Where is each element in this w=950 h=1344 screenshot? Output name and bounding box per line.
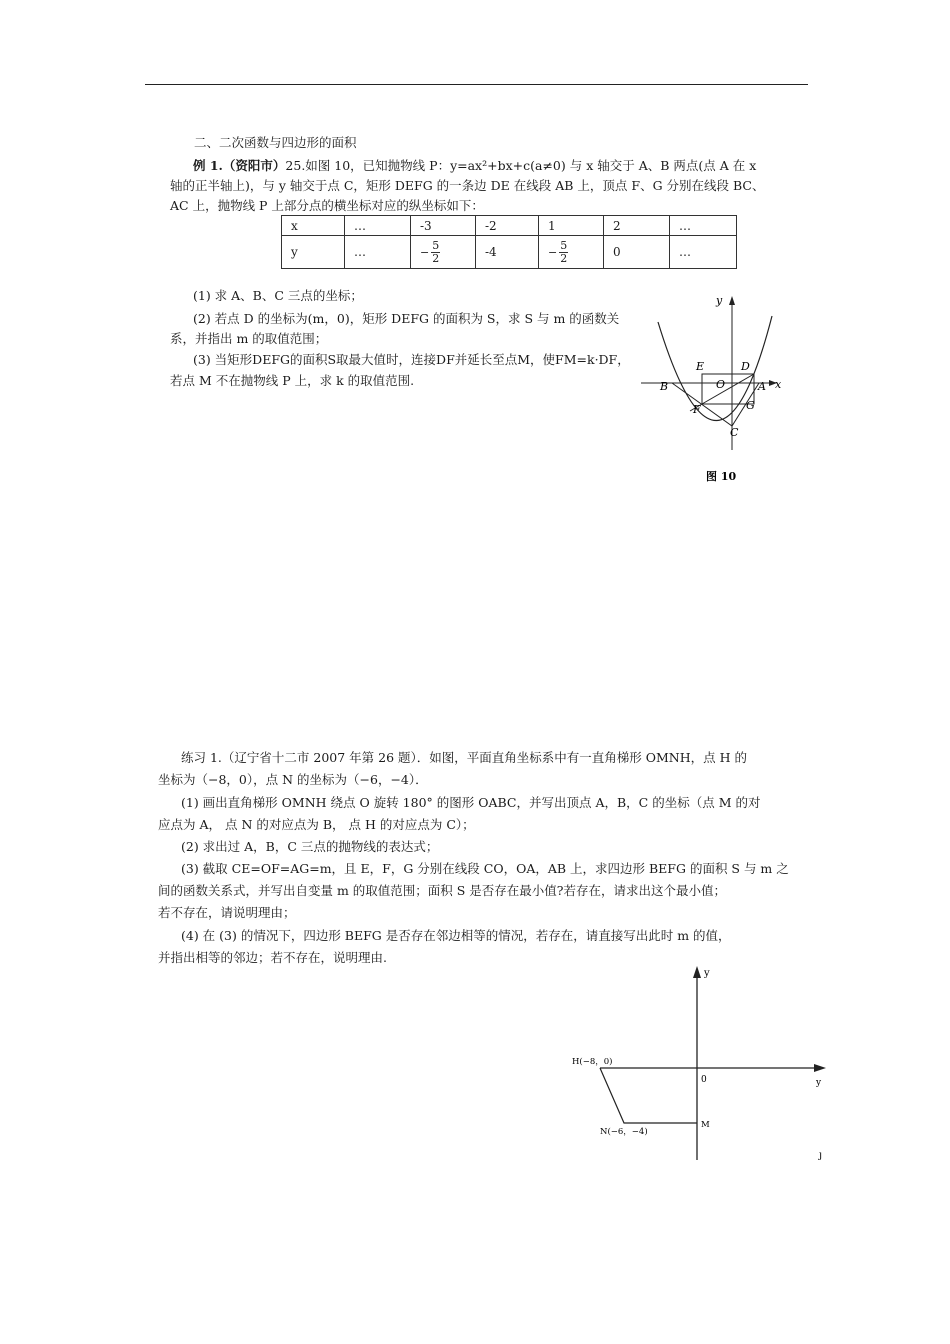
example1-source: （资阳市） <box>222 158 286 173</box>
exercise1-q4a: (4) 在 (3) 的情况下，四边形 BEFG 是否存在邻边相等的情况，若存在，请直接写出此时 m 的值， <box>181 928 731 943</box>
exercise1-q1b: 应点为 A， 点 N 的对应点为 B， 点 H 的对应点为 C）； <box>158 817 475 832</box>
table-cell: … <box>670 216 737 236</box>
example1-line2: 轴的正半轴上)，与 y 轴交于点 C，矩形 DEFG 的一条边 DE 在线段 AB 上，顶点 F、G 分别在线段 BC、 <box>170 178 765 193</box>
table-cell: 1 <box>539 216 604 236</box>
example1-q2b: 系，并指出 m 的取值范围； <box>170 331 328 346</box>
figure-10 <box>636 290 786 490</box>
y-label: y <box>704 968 710 979</box>
exercise1-q2: (2) 求出过 A，B，C 三点的抛物线的表达式； <box>181 839 439 854</box>
y-axis-arrow <box>693 966 701 978</box>
trapezoid-omnh <box>600 1068 697 1123</box>
table-cell: x <box>282 216 345 236</box>
exercise1-line2: 坐标为（−8，0），点 N 的坐标为（−6，−4）． <box>158 772 428 787</box>
figure-caption: 图 10 <box>706 470 737 483</box>
label-c: C <box>730 426 739 439</box>
table-cell: … <box>345 216 411 236</box>
m-label: M <box>701 1120 710 1130</box>
label-d: D <box>741 360 750 373</box>
table-cell: -3 <box>411 216 476 236</box>
neg-sign: − <box>548 245 558 259</box>
table-cell <box>539 236 604 269</box>
table-cell: … <box>670 236 737 269</box>
table-cell: … <box>345 236 411 269</box>
label-g: G <box>746 399 755 412</box>
label-b: B <box>660 380 669 393</box>
y-axis-arrow <box>729 296 735 305</box>
neg-sign: − <box>420 245 430 259</box>
exercise1-q1a: (1) 画出直角梯形 OMNH 绕点 O 旋转 180° 的图形 OABC，并写出顶点 A，B，C 的坐标（点 M 的对 <box>181 795 761 810</box>
header-rule <box>145 84 808 85</box>
example1-text1: 25.如图 10，已知抛物线 P：y=ax²+bx+c(a≠0) 与 x 轴交于 A、B 两点(点 A 在 x <box>285 158 757 173</box>
exercise1-q3c: 若不存在，请说明理由； <box>158 905 296 920</box>
frac-den: 2 <box>560 251 568 265</box>
label-f: F <box>693 403 701 416</box>
section-title: 二、二次函数与四边形的面积 <box>194 135 357 150</box>
table-cell: 0 <box>604 236 670 269</box>
x-axis-arrow <box>814 1064 826 1072</box>
origin-label: 0 <box>701 1075 707 1085</box>
example1-q3a: (3) 当矩形DEFG的面积S取最大值时，连接DF并延长至点M，使FM=k·DF， <box>193 352 630 367</box>
table-cell <box>411 236 476 269</box>
parabola-curve <box>658 316 772 421</box>
exercise-figure <box>570 962 840 1167</box>
table-cell: -2 <box>476 216 539 236</box>
table-cell: -4 <box>476 236 539 269</box>
n-label: N(−6，−4) <box>600 1127 648 1137</box>
frac-den: 2 <box>432 251 440 265</box>
example1-line3: AC 上，抛物线 P 上部分点的横坐标对应的纵坐标如下： <box>170 198 484 213</box>
label-a: A <box>758 380 766 393</box>
corner-mark: ȷ <box>819 1150 823 1161</box>
example1-line1 <box>193 157 756 174</box>
exercise1-line1: 练习 1.（辽宁省十二市 2007 年第 26 题）．如图，平面直角坐标系中有一直角梯形 OMNH，点 H 的 <box>181 750 747 765</box>
exercise1-q4b: 并指出相等的邻边；若不存在，说明理由. <box>158 950 387 965</box>
h-label: H(−8，0) <box>572 1057 613 1067</box>
frac-num: 5 <box>560 238 568 252</box>
frac-num: 5 <box>432 238 440 252</box>
x-label: y <box>816 1078 822 1088</box>
exercise1-q3b: 间的函数关系式，并写出自变量 m 的取值范围；面积 S 是否存在最小值?若存在，请求出这个最小值； <box>158 883 727 898</box>
label-e: E <box>696 360 705 373</box>
table-cell: 2 <box>604 216 670 236</box>
example1-q2a: (2) 若点 D 的坐标为(m，0)，矩形 DEFG 的面积为 S，求 S 与 m 的函数关 <box>193 311 620 326</box>
example1-label: 例 1. <box>193 158 223 173</box>
example1-q3b: 若点 M 不在抛物线 P 上，求 k 的取值范围. <box>170 373 415 388</box>
label-y: y <box>716 294 723 307</box>
value-table <box>281 215 737 269</box>
exercise1-q3a: (3) 截取 CE=OF=AG=m，且 E，F，G 分别在线段 CO，OA，AB 上，求四边形 BEFG 的面积 S 与 m 之 <box>181 861 789 876</box>
table-cell: y <box>282 236 345 269</box>
example1-q1: (1) 求 A、B、C 三点的坐标； <box>193 288 363 303</box>
label-x: x <box>775 378 782 391</box>
label-o: O <box>716 378 726 391</box>
